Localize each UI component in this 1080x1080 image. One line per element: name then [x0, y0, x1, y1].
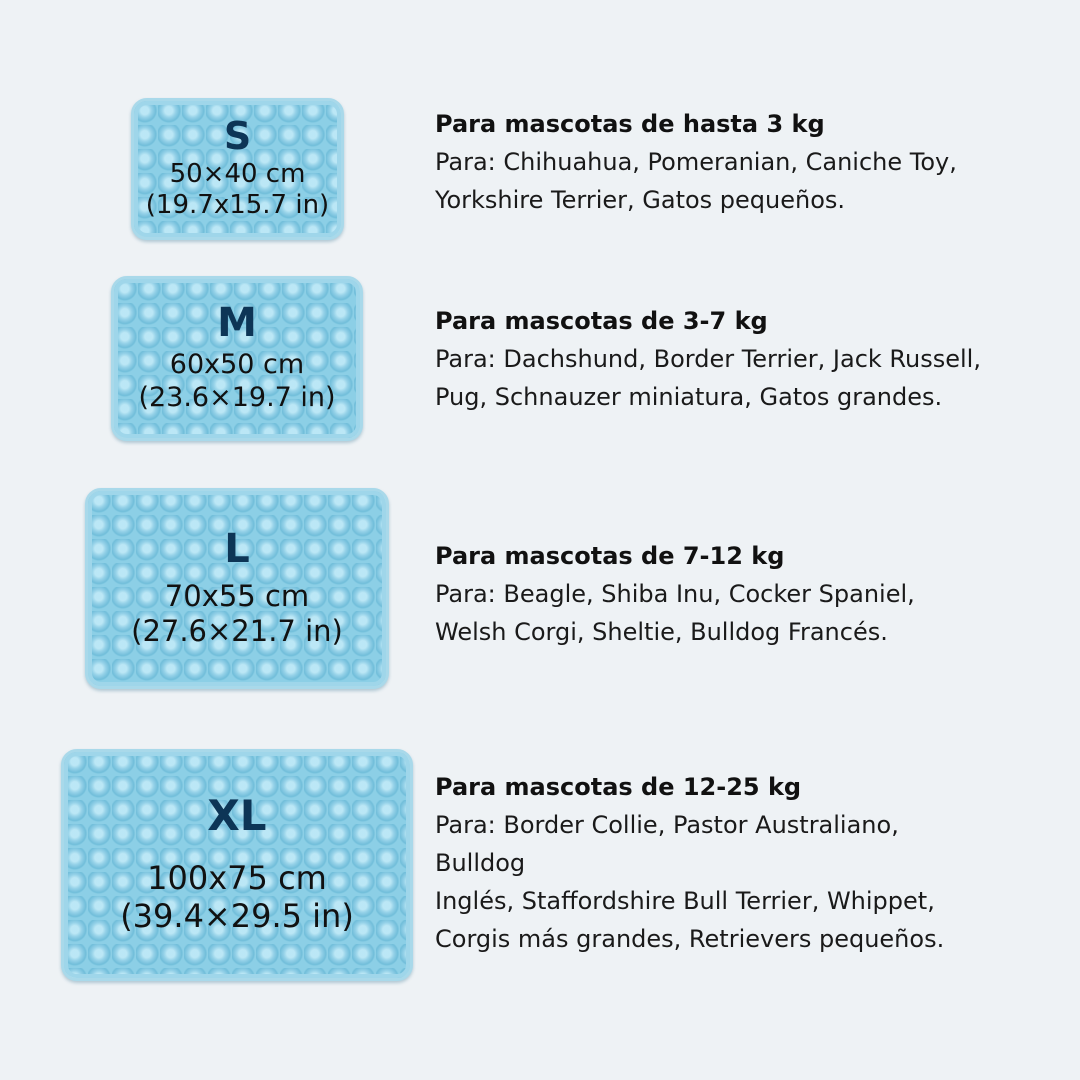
dimensions-in-l: (27.6×21.7 in)	[131, 613, 343, 648]
heading-s: Para mascotas de hasta 3 kg	[435, 110, 825, 138]
breeds-line: Corgis más grandes, Retrievers pequeños.	[435, 925, 945, 953]
mat-s-image	[131, 98, 344, 240]
dimensions-in-m: (23.6×19.7 in)	[138, 381, 336, 413]
heading-xl: Para mascotas de 12-25 kg	[435, 773, 802, 801]
info-block-s	[435, 105, 1065, 219]
size-label-xl: XL	[207, 790, 267, 840]
dimensions-in-xl: (39.4×29.5 in)	[120, 897, 354, 935]
dimensions-cm-m: 60x50 cm	[169, 349, 305, 381]
breeds-line: Para: Chihuahua, Pomeranian, Caniche Toy,	[435, 148, 957, 176]
heading-m: Para mascotas de 3-7 kg	[435, 307, 768, 335]
heading-l: Para mascotas de 7-12 kg	[435, 542, 785, 570]
breeds-line: Welsh Corgi, Sheltie, Bulldog Francés.	[435, 618, 888, 646]
dimensions-cm-xl: 100x75 cm	[147, 858, 327, 897]
mat-l-image	[85, 488, 389, 689]
size-label-m: M	[217, 300, 257, 347]
breeds-line: Inglés, Staffordshire Bull Terrier, Whippet,	[435, 887, 935, 915]
size-label-s: S	[223, 113, 252, 158]
size-label-l: L	[224, 525, 250, 572]
dimensions-cm-s: 50×40 cm	[169, 158, 306, 189]
info-block-xl	[435, 768, 1065, 958]
breeds-line: Para: Beagle, Shiba Inu, Cocker Spaniel,	[435, 580, 915, 608]
mat-xl-image	[61, 749, 413, 981]
breeds-line: Para: Border Collie, Pastor Australiano,	[435, 811, 899, 839]
breeds-line: Para: Dachshund, Border Terrier, Jack Russell,	[435, 345, 981, 373]
dimensions-cm-l: 70x55 cm	[164, 578, 310, 613]
breeds-line: Bulldog	[435, 849, 526, 877]
info-block-m	[435, 302, 1065, 416]
dimensions-in-s: (19.7x15.7 in)	[145, 190, 330, 220]
info-block-l	[435, 537, 1065, 651]
mat-m-image	[111, 276, 363, 441]
breeds-line: Yorkshire Terrier, Gatos pequeños.	[435, 186, 846, 214]
breeds-line: Pug, Schnauzer miniatura, Gatos grandes.	[435, 383, 943, 411]
